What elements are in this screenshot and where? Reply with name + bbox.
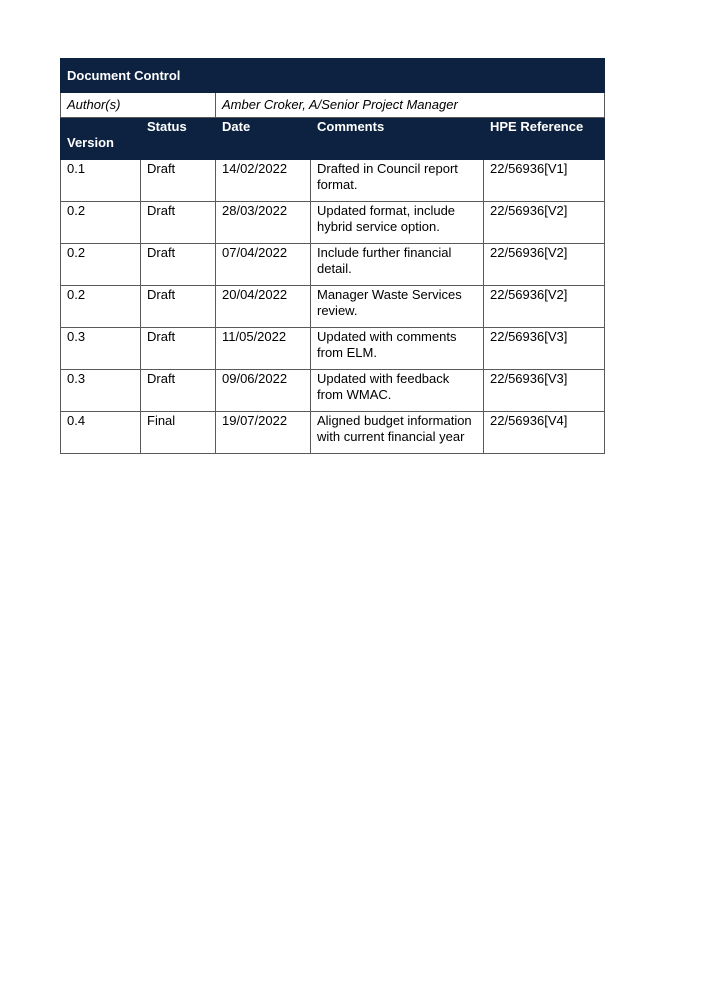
- cell-version: 0.2: [61, 202, 141, 244]
- cell-comments: Include further financial detail.: [311, 244, 484, 286]
- cell-comments: Drafted in Council report format.: [311, 160, 484, 202]
- table-row: [61, 286, 605, 328]
- cell-date: 14/02/2022: [216, 160, 311, 202]
- table-row: [61, 244, 605, 286]
- cell-date: 11/05/2022: [216, 328, 311, 370]
- cell-comments: Manager Waste Services review.: [311, 286, 484, 328]
- cell-comments: Updated format, include hybrid service option.: [311, 202, 484, 244]
- cell-comments: Updated with feedback from WMAC.: [311, 370, 484, 412]
- author-label: Author(s): [61, 93, 216, 118]
- header-reference: HPE Reference: [484, 118, 605, 160]
- cell-version: 0.3: [61, 370, 141, 412]
- header-status: Status: [141, 118, 216, 160]
- header-comments: Comments: [311, 118, 484, 160]
- cell-status: Final: [141, 412, 216, 454]
- cell-status: Draft: [141, 244, 216, 286]
- cell-comments: Aligned budget information with current financial year: [311, 412, 484, 454]
- document-control-table: [60, 58, 605, 454]
- cell-version: 0.2: [61, 244, 141, 286]
- author-value: Amber Croker, A/Senior Project Manager: [216, 93, 605, 118]
- cell-reference: 22/56936[V2]: [484, 244, 605, 286]
- cell-status: Draft: [141, 328, 216, 370]
- cell-version: 0.2: [61, 286, 141, 328]
- cell-comments: Updated with comments from ELM.: [311, 328, 484, 370]
- table-row: [61, 160, 605, 202]
- cell-reference: 22/56936[V4]: [484, 412, 605, 454]
- cell-version: 0.4: [61, 412, 141, 454]
- header-version: Version: [61, 118, 141, 160]
- author-row: [61, 93, 605, 118]
- table-row: [61, 328, 605, 370]
- cell-date: 07/04/2022: [216, 244, 311, 286]
- cell-date: 20/04/2022: [216, 286, 311, 328]
- cell-date: 09/06/2022: [216, 370, 311, 412]
- cell-status: Draft: [141, 160, 216, 202]
- cell-reference: 22/56936[V2]: [484, 202, 605, 244]
- header-date: Date: [216, 118, 311, 160]
- cell-reference: 22/56936[V3]: [484, 328, 605, 370]
- cell-reference: 22/56936[V3]: [484, 370, 605, 412]
- table-row: [61, 370, 605, 412]
- table-row: [61, 202, 605, 244]
- cell-status: Draft: [141, 370, 216, 412]
- cell-reference: 22/56936[V2]: [484, 286, 605, 328]
- cell-version: 0.3: [61, 328, 141, 370]
- column-header-row: [61, 118, 605, 160]
- cell-version: 0.1: [61, 160, 141, 202]
- cell-date: 28/03/2022: [216, 202, 311, 244]
- table-title: Document Control: [61, 59, 605, 93]
- table-row: [61, 412, 605, 454]
- cell-status: Draft: [141, 202, 216, 244]
- title-row: [61, 59, 605, 93]
- cell-date: 19/07/2022: [216, 412, 311, 454]
- cell-status: Draft: [141, 286, 216, 328]
- cell-reference: 22/56936[V1]: [484, 160, 605, 202]
